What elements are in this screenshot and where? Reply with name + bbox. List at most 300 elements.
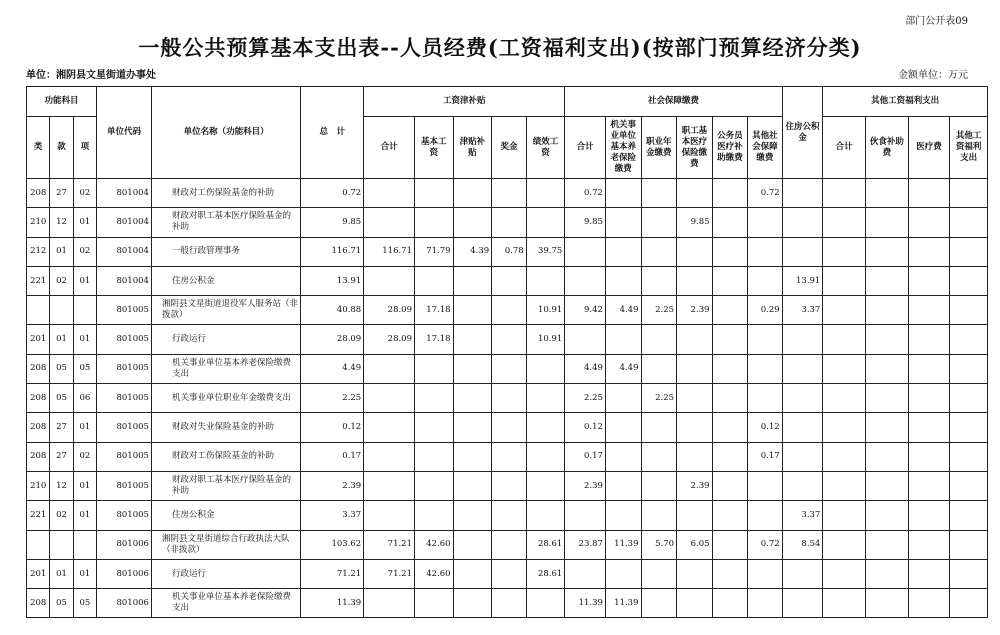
cell-s-annuity [641,501,677,530]
cell-w-sum: 71.21 [364,559,415,588]
cell-o-sum [823,413,866,442]
cell-xiang: 02 [73,442,96,471]
cell-s-annuity [641,179,677,208]
cell-o-meal [866,237,909,266]
cell-o-sum [823,179,866,208]
cell-total: 11.39 [301,589,364,618]
cell-name: 财政对职工基本医疗保险基金的补助 [151,208,300,237]
cell-s-pension [605,559,641,588]
cell-s-other [748,354,783,383]
cell-kuan: 01 [50,559,73,588]
cell-s-pension: 4.49 [605,296,641,325]
cell-s-civil [712,442,748,471]
cell-o-meal [866,325,909,354]
cell-total: 3.37 [301,501,364,530]
table-row [27,325,988,354]
cell-xiang: 01 [73,559,96,588]
cell-w-allow [453,179,492,208]
header-func-subject: 功能科目 [27,87,97,117]
cell-s-annuity [641,442,677,471]
cell-w-allow [453,589,492,618]
cell-w-basic [415,471,454,500]
table-row [27,559,988,588]
table-row [27,354,988,383]
cell-total: 71.21 [301,559,364,588]
cell-code: 801004 [97,237,152,266]
cell-w-bonus [492,589,527,618]
cell-s-other [748,501,783,530]
cell-s-annuity: 2.25 [641,296,677,325]
cell-w-basic [415,179,454,208]
cell-o-other [950,530,988,559]
header-lei: 类 [27,117,50,179]
cell-s-civil [712,559,748,588]
header-social-col: 职工基本医疗保险缴费 [677,117,713,179]
cell-w-sum [364,354,415,383]
cell-s-sum: 2.25 [565,384,606,413]
header-wage-col: 合计 [364,117,415,179]
cell-w-bonus [492,413,527,442]
header-other-col: 其他工资福利支出 [950,117,988,179]
header-wage-group: 工资津补贴 [364,87,565,117]
cell-o-meal [866,179,909,208]
cell-kuan: 12 [50,471,73,500]
cell-s-pension [605,325,641,354]
cell-w-perf [526,442,565,471]
table-row [27,237,988,266]
cell-w-allow [453,471,492,500]
cell-s-sum: 0.12 [565,413,606,442]
cell-s-other [748,325,783,354]
cell-housing [782,559,823,588]
cell-xiang: 01 [73,413,96,442]
cell-o-meal [866,442,909,471]
cell-o-other [950,296,988,325]
cell-lei: 212 [27,237,50,266]
cell-s-pension [605,237,641,266]
cell-total: 40.88 [301,296,364,325]
cell-s-other [748,589,783,618]
cell-w-bonus [492,471,527,500]
cell-w-sum [364,266,415,295]
cell-o-med [908,530,950,559]
cell-s-annuity [641,413,677,442]
cell-code: 801004 [97,179,152,208]
cell-s-medical: 9.85 [677,208,713,237]
table-row [27,471,988,500]
cell-s-other [748,471,783,500]
header-social-col: 合计 [565,117,606,179]
cell-xiang: 05 [73,354,96,383]
cell-o-meal [866,266,909,295]
cell-xiang: 05 [73,589,96,618]
cell-w-bonus [492,179,527,208]
cell-s-civil [712,589,748,618]
cell-w-bonus [492,266,527,295]
cell-s-medical [677,266,713,295]
cell-lei: 201 [27,559,50,588]
cell-o-sum [823,501,866,530]
cell-w-bonus [492,354,527,383]
cell-o-med [908,237,950,266]
cell-w-sum: 28.09 [364,296,415,325]
cell-w-sum [364,589,415,618]
cell-s-medical [677,589,713,618]
table-row [27,442,988,471]
cell-s-other: 0.12 [748,413,783,442]
cell-w-basic: 71.79 [415,237,454,266]
cell-o-meal [866,413,909,442]
cell-total: 103.62 [301,530,364,559]
cell-s-other: 0.72 [748,530,783,559]
cell-s-civil [712,325,748,354]
cell-name: 机关事业单位基本养老保险缴费支出 [151,589,300,618]
cell-kuan: 02 [50,266,73,295]
cell-housing [782,237,823,266]
header-housing: 住房公积金 [782,87,823,179]
cell-lei: 210 [27,471,50,500]
cell-o-other [950,501,988,530]
cell-s-annuity [641,325,677,354]
cell-s-annuity: 2.25 [641,384,677,413]
header-unit-code: 单位代码 [97,87,152,179]
cell-s-medical [677,501,713,530]
cell-s-other: 0.72 [748,179,783,208]
cell-s-medical [677,442,713,471]
table-row [27,266,988,295]
cell-w-bonus [492,384,527,413]
cell-total: 2.25 [301,384,364,413]
cell-name: 湘阴县文星街道退役军人服务站（非拨款） [151,296,300,325]
cell-w-bonus: 0.78 [492,237,527,266]
cell-housing: 3.37 [782,501,823,530]
cell-code: 801005 [97,354,152,383]
cell-o-med [908,413,950,442]
cell-w-allow [453,266,492,295]
cell-s-pension [605,501,641,530]
cell-w-perf [526,208,565,237]
cell-xiang: 01 [73,501,96,530]
cell-code: 801005 [97,325,152,354]
cell-o-meal [866,559,909,588]
cell-s-annuity [641,471,677,500]
cell-kuan: 27 [50,179,73,208]
header-total: 总 计 [301,87,364,179]
cell-w-perf: 10.91 [526,325,565,354]
header-wage-col: 津贴补贴 [453,117,492,179]
cell-code: 801005 [97,442,152,471]
cell-housing [782,384,823,413]
table-row [27,413,988,442]
cell-name: 行政运行 [151,325,300,354]
cell-kuan: 05 [50,354,73,383]
cell-total: 2.39 [301,471,364,500]
cell-o-meal [866,471,909,500]
header-other-col: 伙食补助费 [866,117,909,179]
cell-s-sum: 4.49 [565,354,606,383]
cell-w-allow [453,354,492,383]
cell-s-other [748,384,783,413]
cell-w-perf: 10.91 [526,296,565,325]
table-row [27,384,988,413]
cell-s-annuity [641,354,677,383]
table-row [27,501,988,530]
cell-kuan: 27 [50,442,73,471]
cell-w-perf: 39.75 [526,237,565,266]
cell-o-med [908,471,950,500]
cell-w-basic [415,384,454,413]
cell-total: 116.71 [301,237,364,266]
cell-s-medical [677,179,713,208]
cell-w-bonus [492,325,527,354]
cell-lei: 221 [27,501,50,530]
cell-s-medical [677,354,713,383]
cell-code: 801006 [97,589,152,618]
cell-w-allow: 4.39 [453,237,492,266]
cell-s-civil [712,471,748,500]
cell-s-civil [712,237,748,266]
cell-w-perf [526,354,565,383]
table-row [27,208,988,237]
form-number: 部门公开表09 [905,16,968,27]
cell-w-basic [415,413,454,442]
header-xiang: 项 [73,117,96,179]
cell-housing [782,208,823,237]
cell-o-med [908,266,950,295]
cell-s-civil [712,266,748,295]
cell-s-pension [605,384,641,413]
cell-o-meal [866,530,909,559]
cell-s-sum [565,237,606,266]
cell-housing [782,442,823,471]
cell-w-bonus [492,442,527,471]
cell-s-medical [677,559,713,588]
cell-o-other [950,325,988,354]
header-wage-col: 奖金 [492,117,527,179]
cell-w-sum [364,384,415,413]
cell-housing: 3.37 [782,296,823,325]
cell-o-other [950,442,988,471]
cell-w-allow [453,384,492,413]
header-unit-name: 单位名称（功能科目） [151,87,300,179]
cell-name: 机关事业单位职业年金缴费支出 [151,384,300,413]
cell-w-sum: 28.09 [364,325,415,354]
cell-s-other: 0.17 [748,442,783,471]
cell-s-civil [712,384,748,413]
cell-housing [782,471,823,500]
cell-w-bonus [492,208,527,237]
cell-o-sum [823,530,866,559]
cell-housing [782,325,823,354]
cell-housing: 13.91 [782,266,823,295]
header-social-col: 公务员医疗补助缴费 [712,117,748,179]
cell-lei: 221 [27,266,50,295]
cell-s-other [748,559,783,588]
cell-o-other [950,471,988,500]
cell-w-bonus [492,296,527,325]
cell-lei: 208 [27,589,50,618]
cell-w-allow [453,559,492,588]
cell-name: 财政对工伤保险基金的补助 [151,442,300,471]
cell-name: 一般行政管理事务 [151,237,300,266]
cell-housing [782,589,823,618]
cell-s-sum [565,266,606,295]
cell-o-med [908,325,950,354]
cell-xiang: 02 [73,179,96,208]
cell-s-civil [712,296,748,325]
cell-s-medical [677,384,713,413]
cell-kuan: 01 [50,237,73,266]
cell-o-sum [823,471,866,500]
cell-s-pension [605,442,641,471]
cell-s-sum [565,559,606,588]
cell-o-meal [866,384,909,413]
cell-w-sum [364,442,415,471]
cell-w-sum [364,208,415,237]
cell-w-basic: 42.60 [415,559,454,588]
cell-kuan: 27 [50,413,73,442]
cell-s-sum: 9.85 [565,208,606,237]
cell-s-sum: 0.17 [565,442,606,471]
cell-o-sum [823,237,866,266]
cell-o-other [950,354,988,383]
cell-o-meal [866,354,909,383]
cell-o-sum [823,266,866,295]
cell-o-sum [823,296,866,325]
cell-o-med [908,179,950,208]
cell-w-allow [453,208,492,237]
cell-w-basic [415,266,454,295]
cell-name: 财政对工伤保险基金的补助 [151,179,300,208]
cell-o-sum [823,442,866,471]
cell-s-sum: 0.72 [565,179,606,208]
cell-s-pension [605,179,641,208]
cell-s-civil [712,413,748,442]
cell-w-basic: 17.18 [415,296,454,325]
cell-s-annuity [641,208,677,237]
cell-w-perf [526,589,565,618]
cell-o-other [950,589,988,618]
cell-w-bonus [492,501,527,530]
cell-w-sum [364,471,415,500]
cell-total: 4.49 [301,354,364,383]
cell-w-basic [415,442,454,471]
cell-o-sum [823,208,866,237]
cell-o-other [950,237,988,266]
header-kuan: 款 [50,117,73,179]
cell-xiang [73,530,96,559]
cell-s-pension [605,208,641,237]
cell-w-perf: 28.61 [526,530,565,559]
cell-w-bonus [492,559,527,588]
cell-o-other [950,384,988,413]
cell-xiang: 01 [73,471,96,500]
cell-s-pension: 11.39 [605,530,641,559]
cell-w-basic [415,501,454,530]
header-other-col: 合计 [823,117,866,179]
cell-code: 801005 [97,413,152,442]
cell-code: 801005 [97,471,152,500]
cell-lei [27,296,50,325]
cell-name: 财政对失业保险基金的补助 [151,413,300,442]
cell-xiang: 02 [73,237,96,266]
cell-name: 机关事业单位基本养老保险缴费支出 [151,354,300,383]
cell-name: 行政运行 [151,559,300,588]
cell-o-med [908,384,950,413]
cell-lei: 208 [27,179,50,208]
cell-s-medical [677,237,713,266]
table-row [27,530,988,559]
cell-s-sum [565,325,606,354]
cell-w-perf [526,413,565,442]
cell-o-other [950,208,988,237]
cell-w-basic [415,589,454,618]
cell-s-other [748,208,783,237]
cell-lei: 208 [27,354,50,383]
cell-kuan: 12 [50,208,73,237]
cell-s-pension [605,471,641,500]
cell-o-sum [823,325,866,354]
cell-s-annuity [641,589,677,618]
cell-s-sum [565,501,606,530]
cell-s-civil [712,530,748,559]
cell-xiang: 01 [73,208,96,237]
cell-o-med [908,501,950,530]
page-title: 一般公共预算基本支出表--人员经费(工资福利支出)(按部门预算经济分类) [138,35,862,60]
cell-xiang: 01 [73,325,96,354]
cell-o-sum [823,354,866,383]
cell-o-med [908,208,950,237]
cell-s-sum: 2.39 [565,471,606,500]
cell-w-bonus [492,530,527,559]
cell-o-meal [866,296,909,325]
header-wage-col: 绩效工资 [526,117,565,179]
cell-w-sum: 71.21 [364,530,415,559]
cell-w-perf [526,501,565,530]
cell-w-basic: 17.18 [415,325,454,354]
cell-s-medical: 6.05 [677,530,713,559]
cell-s-other: 0.29 [748,296,783,325]
cell-w-allow [453,530,492,559]
cell-o-med [908,589,950,618]
cell-w-basic [415,354,454,383]
cell-s-medical: 2.39 [677,296,713,325]
cell-lei: 210 [27,208,50,237]
cell-o-med [908,442,950,471]
cell-s-civil [712,354,748,383]
cell-s-pension: 11.39 [605,589,641,618]
cell-w-perf [526,384,565,413]
cell-xiang [73,296,96,325]
table-row [27,179,988,208]
budget-table [26,86,988,618]
cell-total: 13.91 [301,266,364,295]
cell-xiang: 06 [73,384,96,413]
cell-w-perf [526,471,565,500]
cell-o-other [950,266,988,295]
header-social-group: 社会保障缴费 [565,87,782,117]
header-other-group: 其他工资福利支出 [823,87,988,117]
cell-o-meal [866,501,909,530]
cell-housing [782,413,823,442]
cell-name: 住房公积金 [151,501,300,530]
cell-o-med [908,296,950,325]
cell-s-civil [712,208,748,237]
header-other-col: 医疗费 [908,117,950,179]
cell-s-sum: 11.39 [565,589,606,618]
cell-s-other [748,266,783,295]
cell-code: 801006 [97,530,152,559]
